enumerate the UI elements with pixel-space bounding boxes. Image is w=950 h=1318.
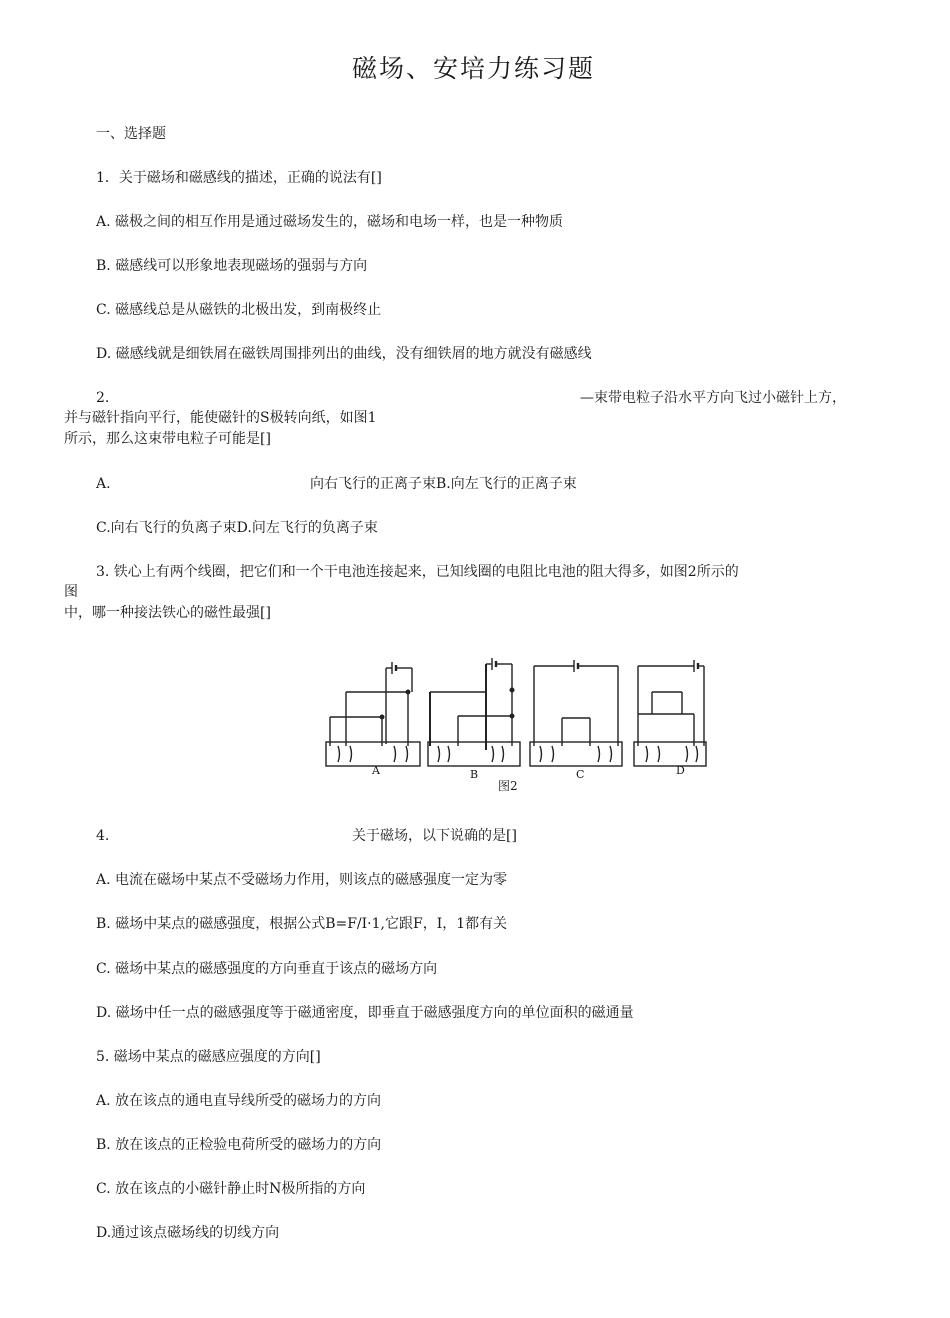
section-heading: 一、选择题 [96,126,166,142]
q4-option-b: B. 磁场中某点的磁感强度，根据公式B=F/I·1,它跟F，I，1都有关 [96,916,508,932]
figure-2-label-a: A [372,764,380,777]
q5-option-c: C. 放在该点的小磁针静止时N极所指的方向 [96,1181,366,1197]
q5-option-d: D.通过该点磁场线的切线方向 [96,1225,280,1241]
q5-stem: 5. 磁场中某点的磁感应强度的方向[] [96,1049,321,1065]
q2-stem-line3: 所示，那么这束带电粒子可能是[] [64,431,271,447]
q2-options-cd: C.向右飞行的负离子束D.问左飞行的负离子束 [96,520,378,536]
q2-stem-line2: 并与磁针指向平行，能使磁针的S极转向纸，如图1 [64,410,377,426]
q1-option-d: D. 磁感线就是细铁屑在磁铁周围排列出的曲线，没有细铁屑的地方就没有磁感线 [96,346,592,362]
figure-2-caption: 图2 [498,779,518,793]
q4-option-c: C. 磁场中某点的磁感强度的方向垂直于该点的磁场方向 [96,961,438,977]
q4-option-d: D. 磁场中任一点的磁感强度等于磁通密度，即垂直于磁感强度方向的单位面积的磁通量 [96,1005,634,1021]
q4-number: 4. [96,828,110,844]
q2-number: 2. [96,390,110,406]
q2-option-a-label: A. [96,476,111,492]
q1-stem: 1．关于磁场和磁感线的描述，正确的说法有[] [96,170,382,186]
q4-stem: 关于磁场，以下说确的是[] [352,828,517,844]
circuit-diagram-a [326,662,420,766]
figure-2-label-c: C [576,768,585,781]
figure-2-label-d: D [676,764,685,777]
q5-option-a: A. 放在该点的通电直导线所受的磁场力的方向 [96,1093,382,1109]
q5-option-b: B. 放在该点的正检验电荷所受的磁场力的方向 [96,1137,382,1153]
q4-option-a: A. 电流在磁场中某点不受磁场力作用，则该点的磁感强度一定为零 [96,872,508,888]
circuit-diagram-c [530,660,622,766]
q2-options-ab: 向右飞行的正离子束B.向左飞行的正离子束 [310,476,577,492]
circuit-diagram-d-panel [632,652,708,794]
q1-option-a: A. 磁极之间的相互作用是通过磁场发生的，磁场和电场一样，也是一种物质 [96,214,564,230]
q3-stem: 3. 铁心上有两个线圈，把它们和一个干电池连接起来，已知线圈的电阻比电池的阻大得多，如图2所示的 [96,564,739,580]
q2-stem: —束带电粒子沿水平方向飞过小磁针上方， [580,390,846,406]
circuit-diagram-b [428,658,520,766]
q3-stem-line2: 图 [64,584,78,600]
page-title: 磁场、安培力练习题 [352,54,596,83]
q1-option-b: B. 磁感线可以形象地表现磁场的强弱与方向 [96,258,368,274]
figure-2-label-b: B [470,768,479,781]
q1-option-c: C. 磁感线总是从磁铁的北极出发，到南极终止 [96,302,382,318]
q3-stem-line3: 中，哪一种接法铁心的磁性最强[] [64,605,271,621]
